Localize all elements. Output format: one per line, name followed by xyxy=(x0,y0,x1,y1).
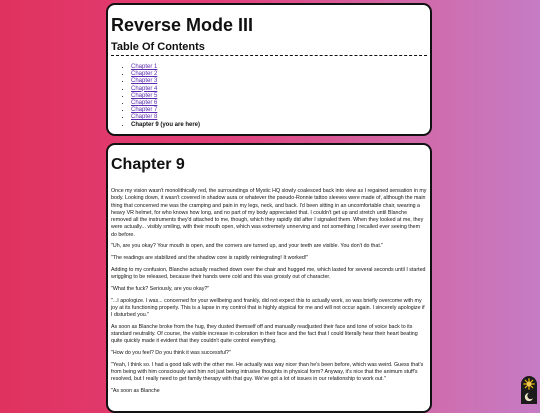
site-title: Reverse Mode III xyxy=(111,15,254,35)
toc-link-chapter-8[interactable]: Chapter 8 xyxy=(131,114,158,121)
toc-item xyxy=(131,93,427,100)
story-paragraph: "What the fuck? Seriously, are you okay?" xyxy=(111,285,210,292)
toc-item xyxy=(131,86,427,93)
story-paragraph: Once my vision wasn't monolithically red, the surroundings of Mystic HQ slowly coalesced back into view as I regained sensation in my body. Looking down, it wasn't covered in shadow aura or whatever the pseudo-Ronnie tattoo sleeves were made of, although the main thing that concerned me was the cramping and pain in my legs, neck, and back. I'd been sitting in an uncomfortable chair, wearing a heavy VR helmet, for who knows how long, and no part of my body appreciated that. I couldn't get up and stretch until Blanche removed all the instruments they'd attached to me, though, which they rapidly did after I signaled them. When they looked at me, they were actually... visibly smiling, with their mouth open, which was extremely unnerving and not something I recalled ever seeing them do before. xyxy=(111,188,427,238)
story-paragraph: "Uh, are you okay? Your mouth is open, and the corners are turned up, and your teeth are visible. You don't do that." xyxy=(111,243,384,250)
toc-item xyxy=(131,114,427,121)
story-paragraph: "How do you feel? Do you think it was successful?" xyxy=(111,350,231,357)
toc-item xyxy=(131,78,427,85)
toc-link-chapter-2[interactable]: Chapter 2 xyxy=(131,71,158,78)
toc-link-chapter-5[interactable]: Chapter 5 xyxy=(131,92,158,99)
toc-item xyxy=(131,100,427,107)
chapter-heading: Chapter 9 xyxy=(111,156,185,173)
chapter-body xyxy=(111,188,427,395)
story-paragraph: Adding to my confusion, Blanche actually reached down over the chair and hugged me, which lasted for several seconds until I started wriggling to be released, because their hands were cold and this was grossly out of character. xyxy=(111,266,426,281)
chapter-card xyxy=(106,143,432,413)
toc-item xyxy=(131,107,427,114)
toc-link-chapter-4[interactable]: Chapter 4 xyxy=(131,85,158,92)
toc-item xyxy=(131,71,427,78)
theme-toggle-button[interactable] xyxy=(521,376,537,404)
moon-icon xyxy=(524,392,534,402)
sun-icon xyxy=(523,378,535,390)
toc-current-chapter: • Chapter 9 (you are here) xyxy=(131,122,427,129)
story-paragraph: "As soon as Blanche xyxy=(111,388,160,395)
toc-list xyxy=(111,64,427,129)
story-paragraph: "The readings are stabilized and the shadow core is rapidly reintegrating! It worked!" xyxy=(111,255,309,262)
toc-link-chapter-1[interactable]: Chapter 1 xyxy=(131,64,158,70)
toc-link-chapter-3[interactable]: Chapter 3 xyxy=(131,78,158,85)
story-paragraph: As soon as Blanche broke from the hug, they dusted themself off and manually readjusted their face and tone of voice back to its standard neutrality. Of course, the visible increase in coloration in their face and the fact that I could literally hear their heart beating quite quickly made it evident that they couldn't quite control everything. xyxy=(111,323,418,345)
toc-link-chapter-7[interactable]: Chapter 7 xyxy=(131,107,158,114)
toc-heading: Table Of Contents xyxy=(111,41,427,56)
story-paragraph: "Yeah, I think so. I had a good talk with the other me. He actually was way nicer than he's been before, which was weird. Guess that's from being with him consciously and him not just being intrusive thoughts in physical form? Anyway, it's nice that the animum stuff's resolved, but I really need to get family therapy with that guy. We've got a lot of issues in our relationship to work out." xyxy=(111,361,424,383)
story-paragraph: "...I apologize. I was... concerned for your wellbeing and frankly, did not expect this to actually work, so was briefly overcome with my joy at its functioning properly. This is a lapse in my control that is highly atypical for me and will not occur again. I sincerely apologize if I disturbed you." xyxy=(111,297,425,319)
toc-item xyxy=(131,64,427,71)
toc-link-chapter-6[interactable]: Chapter 6 xyxy=(131,100,158,107)
toc-card xyxy=(106,3,432,136)
